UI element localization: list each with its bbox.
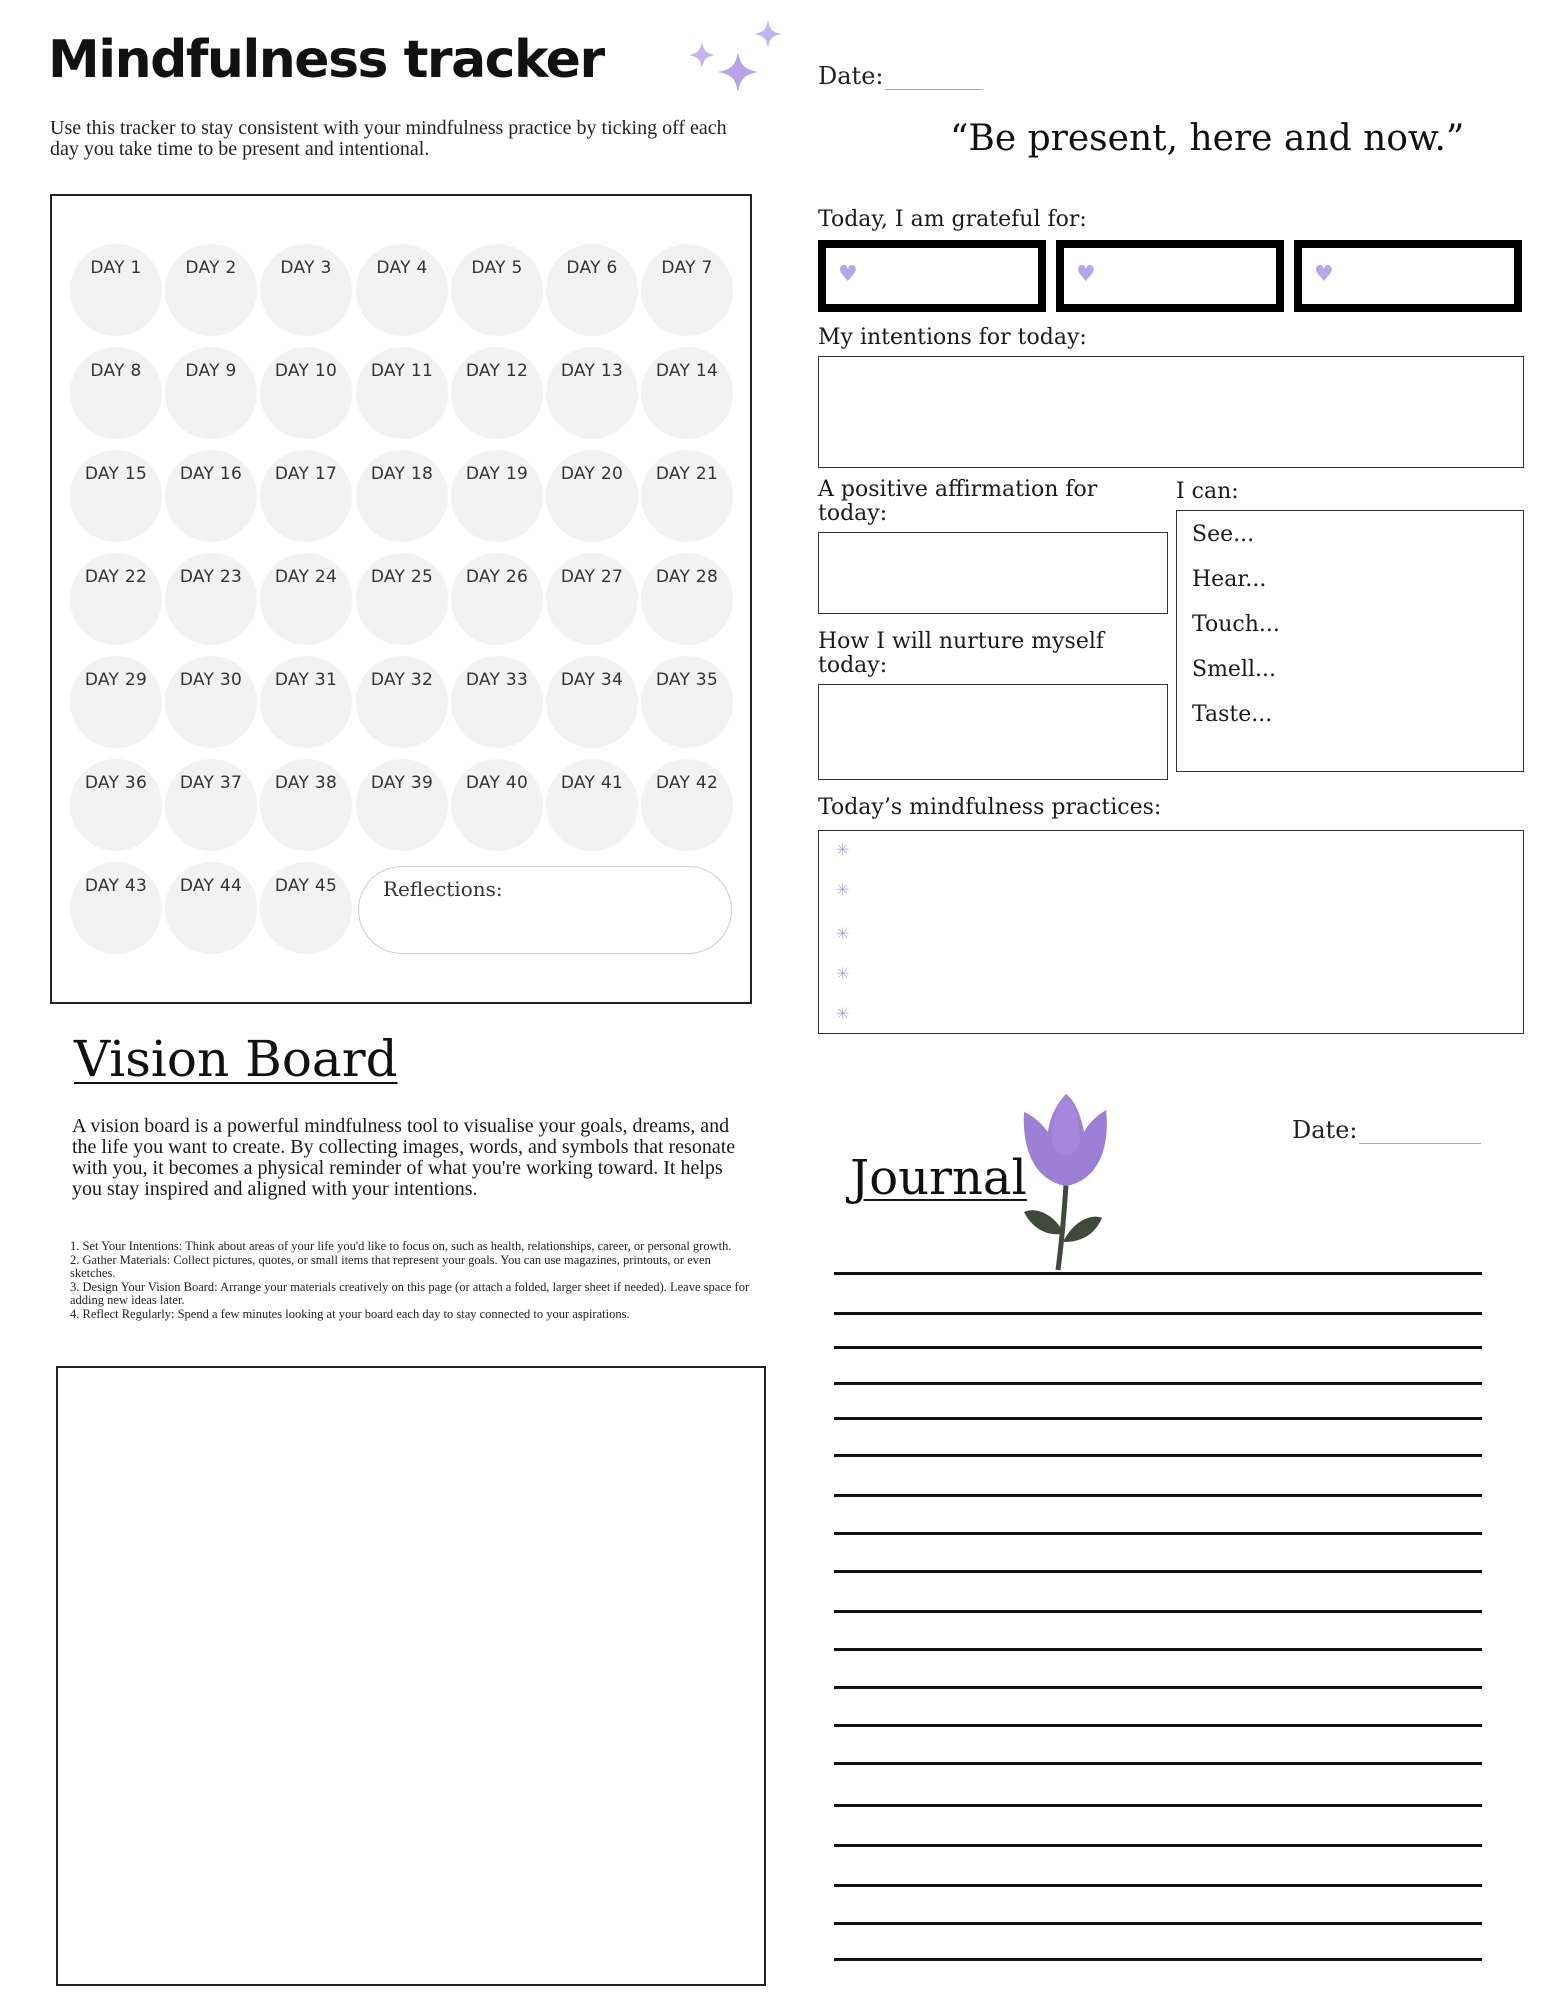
day-circle[interactable]: DAY 22 [70,553,162,645]
intentions-box[interactable] [818,356,1524,468]
day-circle[interactable]: DAY 7 [641,244,733,336]
vision-board-area[interactable] [56,1366,766,1986]
day-circle[interactable]: DAY 23 [165,553,257,645]
sense-touch: Touch... [1192,612,1280,637]
day-circle[interactable]: DAY 20 [546,450,638,542]
journal-date-line [1359,1121,1481,1144]
practice-bullet-icon: ✳ [836,924,850,943]
day-circle[interactable]: DAY 17 [260,450,352,542]
ican-box[interactable] [1176,510,1524,772]
tulip-icon [1010,1090,1122,1272]
day-circle[interactable]: DAY 10 [260,347,352,439]
day-circle[interactable]: DAY 12 [451,347,543,439]
affirmation-box[interactable] [818,532,1168,614]
journal-line [834,1958,1482,1961]
day-circle[interactable]: DAY 4 [356,244,448,336]
day-circle[interactable]: DAY 32 [356,656,448,748]
grateful-box-2[interactable] [1056,240,1284,312]
vision-step: 2. Gather Materials: Collect pictures, quotes, or small items that represent your goals. You can use magazines, printouts, or even sketches. [70,1252,711,1280]
grateful-box-1[interactable] [818,240,1046,312]
day-circle[interactable]: DAY 6 [546,244,638,336]
vision-board-description: A vision board is a powerful mindfulness tool to visualise your goals, dreams, and the life you want to create. By collecting images, words, and symbols that resonate with you, it becomes a physical reminder of what you're working toward. It helps you stay inspired and aligned with your intentions. [72,1115,736,1200]
journal-line [834,1884,1482,1887]
practice-bullet-icon: ✳ [836,880,850,899]
sense-see: See... [1192,522,1255,547]
day-circle[interactable]: DAY 43 [70,862,162,954]
day-circle[interactable]: DAY 42 [641,759,733,851]
sense-taste: Taste... [1192,702,1273,727]
day-circle[interactable]: DAY 33 [451,656,543,748]
journal-line [834,1648,1482,1651]
day-circle[interactable]: DAY 28 [641,553,733,645]
day-circle[interactable]: DAY 38 [260,759,352,851]
journal-line [834,1494,1482,1497]
day-circle[interactable]: DAY 24 [260,553,352,645]
day-circle[interactable]: DAY 44 [165,862,257,954]
journal-line [834,1454,1482,1457]
journal-line [834,1762,1482,1765]
day-circle[interactable]: DAY 27 [546,553,638,645]
journal-line [834,1417,1482,1420]
day-circle[interactable]: DAY 21 [641,450,733,542]
sense-hear: Hear... [1192,567,1267,592]
vision-step: 4. Reflect Regularly: Spend a few minutes looking at your board each day to stay connected to your aspirations. [70,1306,630,1321]
day-circle[interactable]: DAY 14 [641,347,733,439]
heart-icon: ♥ [1076,262,1096,287]
day-circle[interactable]: DAY 5 [451,244,543,336]
vision-step: 1. Set Your Intentions: Think about areas of your life you'd like to focus on, such as health, relationships, career, or personal growth. [70,1239,732,1253]
day-circle[interactable]: DAY 18 [356,450,448,542]
heart-icon: ♥ [1314,262,1334,287]
day-circle[interactable]: DAY 45 [260,862,352,954]
reflections-field[interactable] [358,866,732,954]
day-circle[interactable]: DAY 40 [451,759,543,851]
journal-line [834,1382,1482,1385]
day-circle[interactable]: DAY 9 [165,347,257,439]
grateful-label: Today, I am grateful for: [818,207,1087,232]
day-circle[interactable]: DAY 30 [165,656,257,748]
day-circle[interactable]: DAY 37 [165,759,257,851]
day-circle[interactable]: DAY 34 [546,656,638,748]
day-circle[interactable]: DAY 41 [546,759,638,851]
practices-label: Today’s mindfulness practices: [818,795,1162,820]
day-circle[interactable]: DAY 19 [451,450,543,542]
journal-line [834,1312,1482,1315]
day-circle[interactable]: DAY 15 [70,450,162,542]
journal-line [834,1844,1482,1847]
day-circle[interactable]: DAY 13 [546,347,638,439]
daily-quote: “Be present, here and now.” [950,118,1465,159]
journal-line [834,1346,1482,1349]
day-circle[interactable]: DAY 35 [641,656,733,748]
journal-line [834,1686,1482,1689]
reflections-label: Reflections: [383,877,503,901]
day-circle[interactable]: DAY 25 [356,553,448,645]
day-circle[interactable]: DAY 39 [356,759,448,851]
day-circle[interactable]: DAY 8 [70,347,162,439]
daily-date[interactable] [818,62,983,90]
sense-smell: Smell... [1192,657,1277,682]
affirmation-label: A positive affirmation for today: [818,477,1098,526]
sparkles-icon [672,14,792,118]
journal-line [834,1570,1482,1573]
day-circle[interactable]: DAY 2 [165,244,257,336]
journal-title: Journal [850,1150,1027,1206]
journal-date[interactable] [1292,1116,1481,1144]
day-circle[interactable]: DAY 26 [451,553,543,645]
date-label: Date: [818,62,884,90]
journal-line [834,1922,1482,1925]
day-circle[interactable]: DAY 31 [260,656,352,748]
intentions-label: My intentions for today: [818,325,1087,350]
date-line [885,67,983,90]
practices-box[interactable] [818,830,1524,1034]
journal-line [834,1804,1482,1807]
practice-bullet-icon: ✳ [836,964,850,983]
journal-line [834,1272,1482,1275]
practice-bullet-icon: ✳ [836,1004,850,1023]
day-circle[interactable]: DAY 11 [356,347,448,439]
day-circle[interactable]: DAY 1 [70,244,162,336]
journal-line [834,1532,1482,1535]
day-circle[interactable]: DAY 36 [70,759,162,851]
tracker-intro: Use this tracker to stay consistent with your mindfulness practice by ticking off each day you take time to be present and intentional. [50,117,727,160]
nurture-label: How I will nurture myself today: [818,629,1105,678]
day-circle[interactable]: DAY 3 [260,244,352,336]
day-circle[interactable]: DAY 29 [70,656,162,748]
journal-line [834,1724,1482,1727]
day-circle[interactable]: DAY 16 [165,450,257,542]
vision-board-steps [70,1240,758,1321]
practice-bullet-icon: ✳ [836,840,850,859]
nurture-box[interactable] [818,684,1168,780]
journal-line [834,1610,1482,1613]
grateful-box-3[interactable] [1294,240,1522,312]
ican-label: I can: [1176,479,1239,504]
vision-step: 3. Design Your Vision Board: Arrange your materials creatively on this page (or attach a folded, larger sheet if needed). Leave space for adding new ideas later. [70,1279,750,1307]
journal-date-label: Date: [1292,1116,1358,1144]
tracker-title: Mindfulness tracker [48,30,604,90]
vision-board-title: Vision Board [74,1030,398,1088]
heart-icon: ♥ [838,262,858,287]
